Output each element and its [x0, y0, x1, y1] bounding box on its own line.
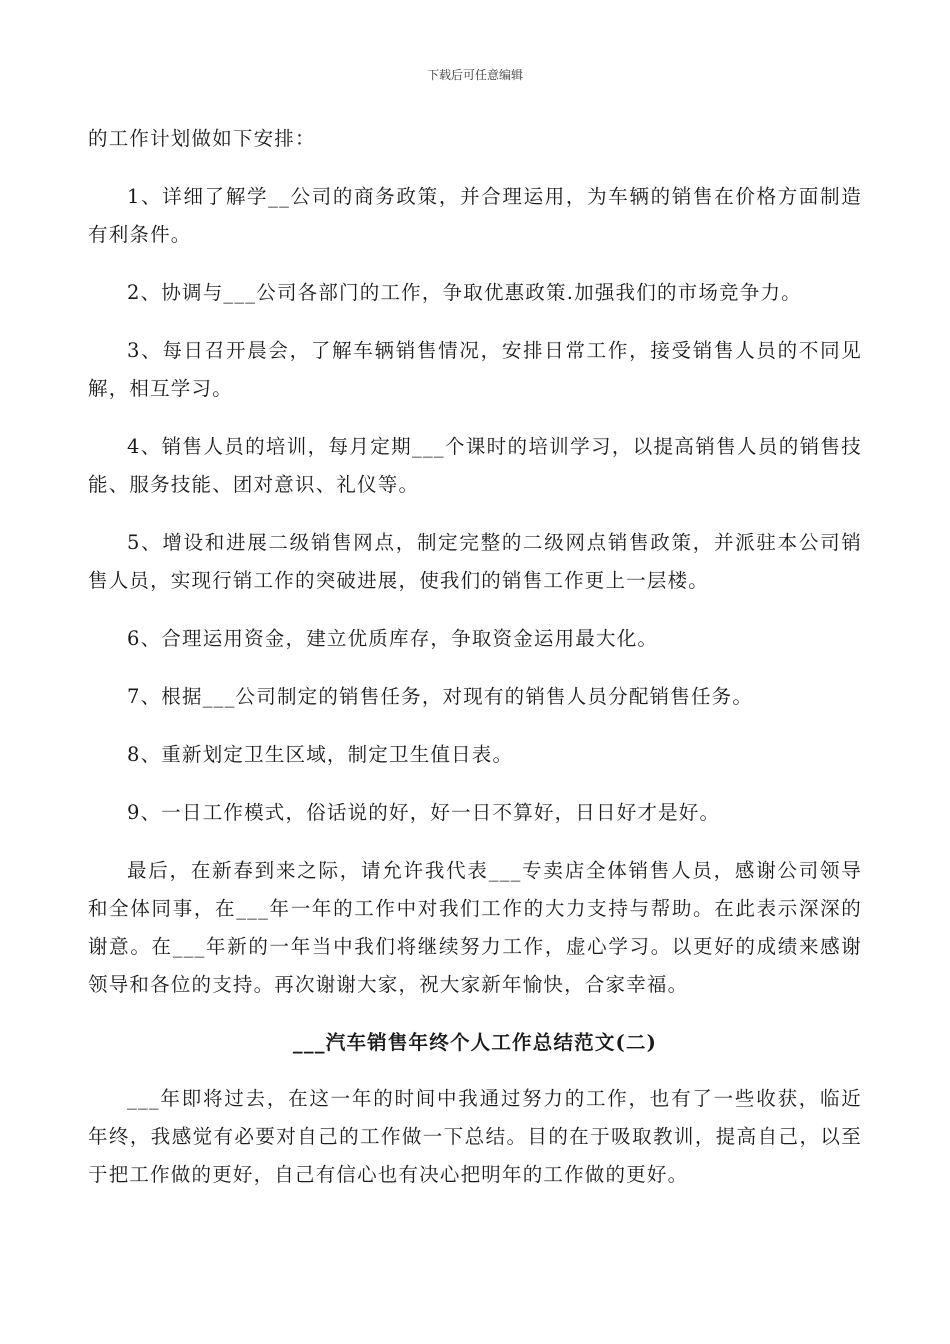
list-item-1: 1、详细了解学__公司的商务政策，并合理运用，为车辆的销售在价格方面制造有利条件。: [88, 185, 862, 246]
document-body: [88, 120, 862, 1214]
list-item-2: 2、协调与___公司各部门的工作，争取优惠政策.加强我们的市场竞争力。: [127, 281, 802, 304]
list-item-6: 6、合理运用资金，建立优质库存，争取资金运用最大化。: [127, 627, 659, 650]
list-item-5: 5、增设和进展二级销售网点，制定完整的二级网点销售政策，并派驻本公司销售人员，实现行销工作的突破进展，使我们的销售工作更上一层楼。: [88, 531, 862, 592]
page-header: 下载后可任意编辑: [426, 68, 523, 82]
list-item-3: 3、每日召开晨会，了解车辆销售情况，安排日常工作，接受销售人员的不同见解，相互学习。: [88, 339, 862, 400]
list-item-7: 7、根据___公司制定的销售任务，对现有的销售人员分配销售任务。: [127, 685, 754, 708]
list-item-9: 9、一日工作模式，俗话说的好，好一日不算好，日日好才是好。: [127, 801, 721, 824]
intro-paragraph: 的工作计划做如下安排：: [88, 127, 316, 150]
section2-paragraph-1: ___年即将过去，在这一年的时间中我通过努力的工作，也有了一些收获，临近年终，我感觉有必要对自己的工作做一下总结。目的在于吸取教训，提高自己，以至于把工作做的更好，自己有信心也有决心把明年的工作做的更好。: [88, 1087, 862, 1186]
section-title: ___汽车销售年终个人工作总结范文(二): [292, 1031, 658, 1054]
list-item-8: 8、重新划定卫生区域，制定卫生值日表。: [127, 743, 514, 766]
closing-paragraph: 最后，在新春到来之际，请允许我代表___专卖店全体销售人员，感谢公司领导和全体同事，在___年一年的工作中对我们工作的大力支持与帮助。在此表示深深的谢意。在___年新的一年当中我们将继续努力工作，虚心学习。以更好的成绩来感谢领导和各位的支持。再次谢谢大家，祝大家新年愉快，合家幸福。: [88, 859, 862, 996]
list-item-4: 4、销售人员的培训，每月定期___个课时的培训学习，以提高销售人员的销售技能、服务技能、团对意识、礼仪等。: [88, 435, 862, 496]
